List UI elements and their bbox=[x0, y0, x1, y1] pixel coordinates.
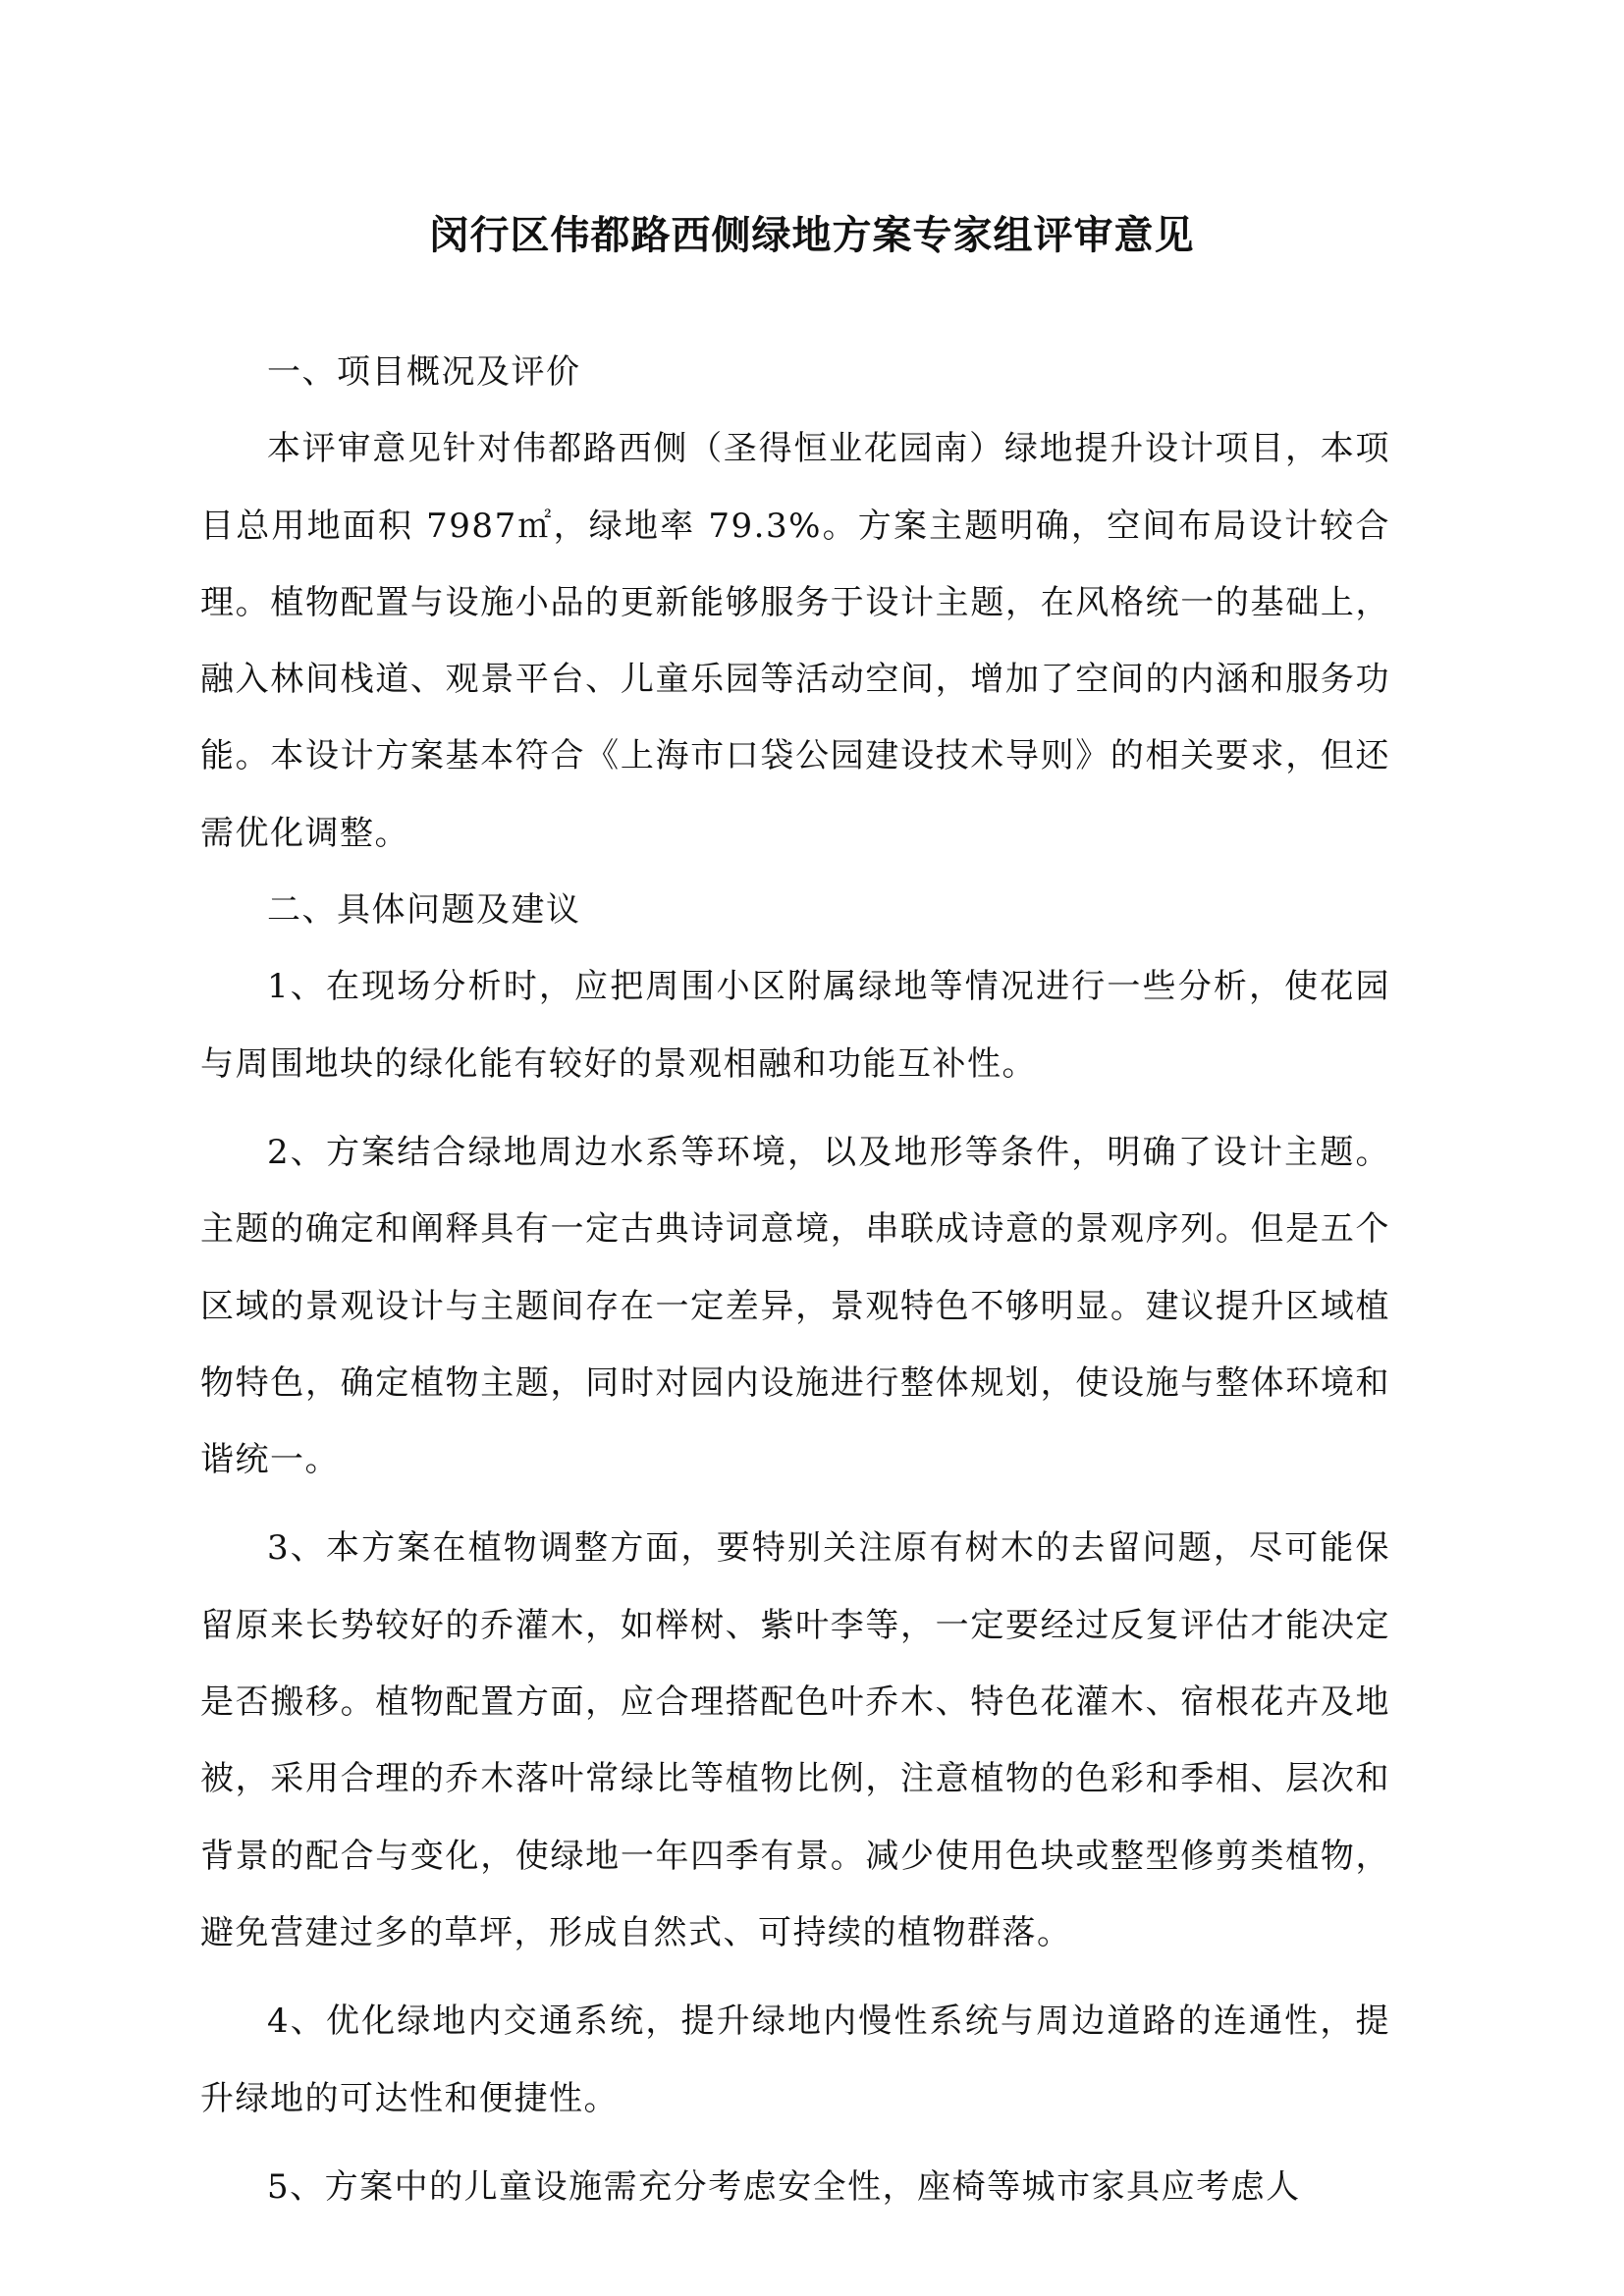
document-title: 闵行区伟都路西侧绿地方案专家组评审意见 bbox=[429, 213, 1195, 258]
paragraph-item-5: 5、方案中的儿童设施需充分考虑安全性，座椅等城市家具应考虑人 bbox=[267, 2166, 1301, 2207]
document-body bbox=[200, 334, 1390, 2225]
paragraph-overview: 本评审意见针对伟都路西侧（圣得恒业花园南）绿地提升设计项目，本项目总用地面积 7987㎡，绿地率 79.3%。方案主题明确，空间布局设计较合理。植物配置与设施小品的更新能够服务于设计主题，在风格统一的基础上，融入林间栈道、观景平台、儿童乐园等活动空间，增加了空间的内涵和服务功能。本设计方案基本符合《上海市口袋公园建设技术导则》的相关要求，但还需优化调整。 bbox=[200, 429, 1390, 853]
paragraph-item-2: 2、方案结合绿地周边水系等环境，以及地形等条件，明确了设计主题。主题的确定和阐释具有一定古典诗词意境，串联成诗意的景观序列。但是五个区域的景观设计与主题间存在一定差异，景观特色不够明显。建议提升区域植物特色，确定植物主题，同时对园内设施进行整体规划，使设施与整体环境和谐统一。 bbox=[200, 1132, 1390, 1480]
paragraph-item-1: 1、在现场分析时，应把周围小区附属绿地等情况进行一些分析，使花园与周围地块的绿化能有较好的景观相融和功能互补性。 bbox=[200, 967, 1390, 1084]
paragraph-gap bbox=[200, 1971, 1390, 1983]
paragraph-gap bbox=[200, 1102, 1390, 1114]
section-heading-overview: 一、项目概况及评价 bbox=[267, 352, 581, 392]
paragraph-gap bbox=[200, 2137, 1390, 2149]
paragraph-gap bbox=[200, 1498, 1390, 1510]
paragraph-item-4: 4、优化绿地内交通系统，提升绿地内慢性系统与周边道路的连通性，提升绿地的可达性和便捷性。 bbox=[200, 2002, 1390, 2118]
section-heading-issues: 二、具体问题及建议 bbox=[267, 890, 581, 931]
paragraph-item-3: 3、本方案在植物调整方面，要特别关注原有树木的去留问题，尽可能保留原来长势较好的乔灌木，如榉树、紫叶李等，一定要经过反复评估才能决定是否搬移。植物配置方面，应合理搭配色叶乔木、特色花灌木、宿根花卉及地被，采用合理的乔木落叶常绿比等植物比例，注意植物的色彩和季相、层次和背景的配合与变化，使绿地一年四季有景。减少使用色块或整型修剪类植物，避免营建过多的草坪，形成自然式、可持续的植物群落。 bbox=[200, 1528, 1390, 1952]
